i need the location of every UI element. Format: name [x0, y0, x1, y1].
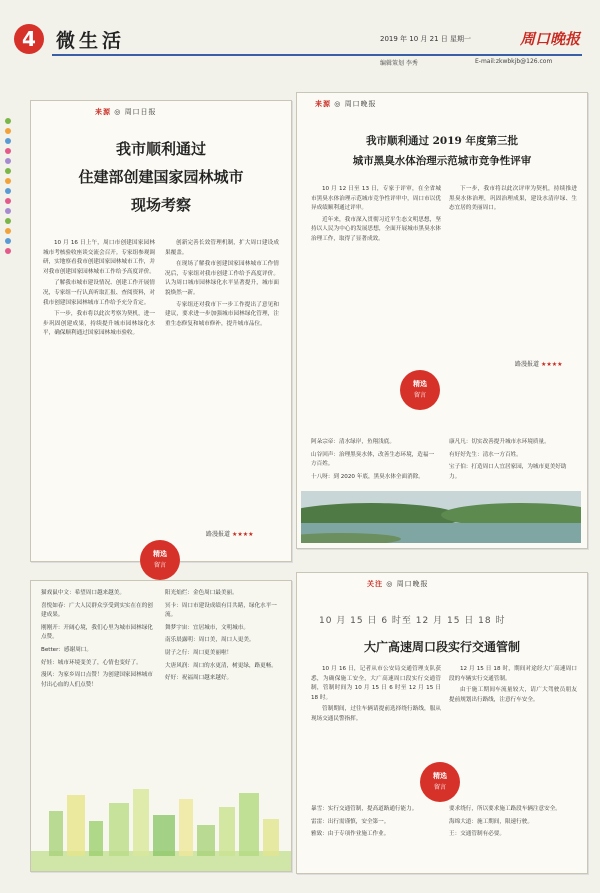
- page-number: 4: [14, 24, 44, 54]
- comment-entry: 山谷回声：治理黑臭水体，改善生态环境，造福一方百姓。: [311, 451, 435, 468]
- featured-comments-badge: 精选 留言: [140, 540, 180, 580]
- article-body-left: 10 月 12 日至 13 日，专家于评审，在全省城市黑臭水体治理示范城市竞争性评审中，周口市以优异成绩顺利通过评审。 近年来，我市深入贯彻习近平生态文明思想，坚持以人民为中心的发展思想，全面开展城市黑臭水体治理工作，取得了显著成效。: [311, 186, 441, 242]
- decorative-dot: [5, 238, 11, 244]
- comment-entry: 要求绕行，所以要求施工路段车辆注意安全。: [449, 806, 561, 812]
- article-byline: 路漫报道 ★★★★: [206, 531, 254, 538]
- article-body-right: 12 月 15 日 18 时，期间对途经大广高速周口段的车辆实行交通管制。 由于施工期间车流量较大，请广大驾驶员朋友提前规划出行路线，注意行车安全。: [449, 666, 577, 703]
- issue-date: 2019 年 10 月 21 日 星期一: [380, 35, 471, 43]
- decorative-dot: [5, 148, 11, 154]
- decorative-dot: [5, 118, 11, 124]
- decorative-dot: [5, 198, 11, 204]
- comment-entry: 有好好先生：清水一方百姓。: [449, 451, 522, 458]
- newspaper-brand: 周口晚报: [520, 30, 581, 48]
- comments-right-column: [449, 438, 577, 485]
- lake-photo: [301, 491, 581, 543]
- comment-entry: 南乐晨露明：周口美，周口人更美。: [165, 637, 255, 644]
- article-headline: 我市顺利通过 住建部创建国家园林城市 现场考察: [78, 140, 244, 214]
- comment-entry: 刚刚开：开阔心境，我们心里为城市园林绿化点赞。: [41, 624, 153, 641]
- comments-panel-garden-city: [30, 580, 292, 872]
- article-panel-black-water: [296, 92, 588, 549]
- article-panel-garden-city: [30, 100, 292, 562]
- comment-entry: 好娃：城市环境变美了，心情也变好了。: [41, 659, 142, 666]
- comment-entry: 漫风：为家乡周口点赞！为创建国家园林城市付出心血的人们点赞！: [41, 672, 153, 688]
- comment-entry: 大唐风润：周口的水更清，树更绿，路更畅。: [165, 662, 277, 669]
- masthead: [0, 0, 600, 72]
- comment-entry: 康凡凡：切实改善提升城市水环境质量。: [449, 439, 550, 445]
- comments-left-column: [311, 438, 439, 485]
- comment-entry: Better：感谢周口。: [41, 646, 92, 653]
- comment-entry: 十八呀：到 2020 年底，黑臭水体全面消除。: [311, 473, 424, 480]
- comment-entry: 舞梦宇宙：宜居城市，文明城市。: [165, 624, 249, 631]
- comment-entry: 宝子伯：打造周口人宜居家园，为城市更美好助力。: [449, 464, 567, 480]
- comment-entry: 喜悦如春：广大人民群众享受到实实在在的创建成果。: [41, 602, 153, 619]
- comment-entry: 雅致：由于专项作业施工作业。: [311, 831, 390, 838]
- decorative-dot: [5, 208, 11, 214]
- article-byline: 路漫报道 ★★★★: [515, 361, 563, 368]
- decorative-dot: [5, 218, 11, 224]
- article-body-right: 下一步，我市将以此次评审为契机，持续推进黑臭水体治理，巩固治理成果，建设水清岸绿、生态宜居的美丽周口。: [449, 186, 577, 212]
- comments-right-column: [165, 589, 281, 687]
- article-source: 来源 ◎ 周口日报: [95, 108, 157, 116]
- comment-entry: 猫戏鼠中文：希望周口越来越美。: [41, 590, 125, 596]
- comment-entry: 尉子之行：周口更美丽啦！: [165, 649, 233, 656]
- featured-comments-badge: 精选 留言: [420, 762, 460, 802]
- decorative-dot: [5, 158, 11, 164]
- comment-entry: 阿朵宗帝：清水绿岸，鱼翔浅底。: [311, 439, 395, 445]
- comment-entry: 阳光灿烂：金色周口最美丽。: [165, 590, 238, 596]
- decorative-dot: [5, 188, 11, 194]
- featured-comments-badge: 精选 留言: [400, 370, 440, 410]
- article-source: 来源 ◎ 周口晚报: [315, 100, 377, 108]
- city-skyline-illustration: [31, 781, 291, 871]
- article-panel-traffic-control: [296, 572, 588, 874]
- decorative-dots: [5, 118, 13, 258]
- decorative-dot: [5, 228, 11, 234]
- comment-entry: 雷雷：出行需谨慎，安全第一。: [311, 818, 390, 825]
- decorative-dot: [5, 128, 11, 134]
- comments-left-column: [41, 589, 153, 693]
- article-headline: 我市顺利通过 2019 年度第三批 城市黑臭水体治理示范城市竞争性评审: [352, 135, 532, 167]
- contact-email: E-mail:zkwbkjb@126.com: [475, 58, 553, 65]
- comment-entry: 好好：祝福周口越来越好。: [165, 675, 233, 682]
- comment-entry: 王：交通管制有必要。: [449, 831, 505, 838]
- comment-entry: 海绵大道：施工期间，限速行驶。: [449, 818, 533, 825]
- masthead-rule: [52, 54, 582, 56]
- comment-entry: 冥卡：周口市建设成绩有目共睹，绿化水平一流。: [165, 602, 277, 619]
- article-body-left: 10 月 16 日，记者从市公安局交通管理支队获悉，为确保施工安全，大广高速周口段实行交通管制，管制时间为 10 月 15 日 6 时至 12 月 15 日 18 时。 管制期间，过往车辆请提前选择绕行路线，服从现场交通民警指挥。: [311, 666, 441, 722]
- comments-right-column: [449, 805, 577, 843]
- decorative-dot: [5, 178, 11, 184]
- control-period: 10 月 15 日 6 时至 12 月 15 日 18 时: [319, 616, 506, 626]
- article-headline: 大广高速周口段实行交通管制: [363, 640, 520, 654]
- article-source: 关注 ◎ 周口晚报: [367, 580, 429, 588]
- decorative-dot: [5, 248, 11, 254]
- article-body-left: 10 月 16 日上午，周口市创建国家园林城市考核验收座谈交流会召开。专家组参观调研，实地察看我市创建国家园林城市工作，并对我市创建国家园林城市工作给予高度评价。 了解我市城市建设情况、创建工作开展情况，专家组一行认真听取汇报、查阅资料，对我市创建国家园林城市工作给予充分肯定。 下一步，我市将以此次考察为契机，进一步巩固创建成果，持续提升城市园林绿化水平，确保顺利通过国家园林城市验收。: [43, 240, 155, 337]
- column-name: 微生活: [56, 30, 126, 52]
- editors-credit: 编辑策划 李秀: [380, 60, 418, 67]
- comment-entry: 暴雪：实行交通管制，提高道路通行能力。: [311, 806, 418, 812]
- decorative-dot: [5, 168, 11, 174]
- decorative-dot: [5, 138, 11, 144]
- article-body-right: 创新完善长效管理机制，扩大周口建设成果覆盖。 在现场了解我市创建国家园林城市工作情况后，专家组对我市创建工作给予高度评价。认为周口城市园林绿化水平显著提升，城市面貌焕然一新。 专家组还对我市下一步工作提出了意见和建议，要求进一步加强城市园林绿化管理，注重生态修复和城市修补，提升城市品位。: [165, 240, 279, 327]
- comments-left-column: [311, 805, 439, 843]
